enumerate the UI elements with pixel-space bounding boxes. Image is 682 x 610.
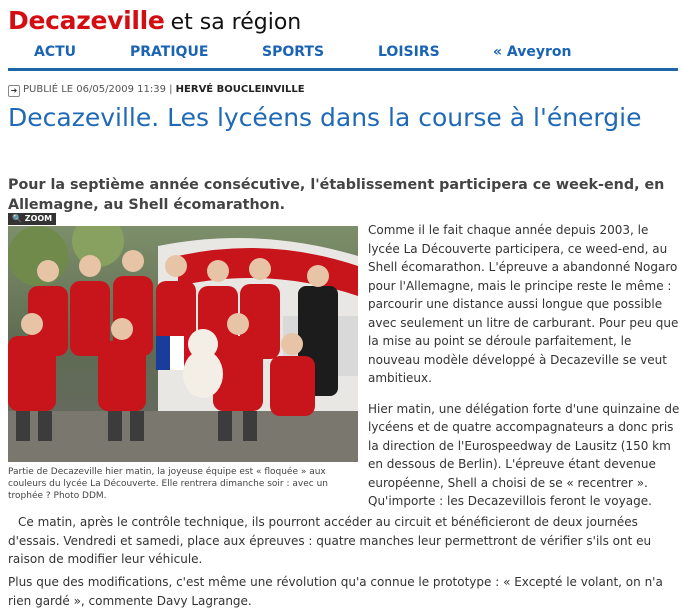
article-photo[interactable] — [8, 226, 358, 462]
arrow-icon: ➜ — [8, 85, 20, 97]
article-paragraph: Ce matin, après le contrôle technique, ils pourront accéder au circuit et bénéficieront de deux journées d'essais. Vendredi et samedi, place aux épreuves : quatre manches leur permettront de vérifier s'ils ont eu raison de modifier leur véhicule. — [8, 515, 652, 566]
nav-sports[interactable]: SPORTS — [262, 44, 325, 60]
article-meta — [8, 84, 305, 97]
site-subtitle: et sa région — [170, 10, 302, 35]
nav-pratique[interactable]: PRATIQUE — [130, 44, 209, 60]
article-body-column — [368, 221, 680, 523]
main-nav — [8, 40, 678, 71]
site-header — [8, 6, 301, 35]
article-lead: Pour la septième année consécutive, l'établissement participera ce week-end, en Allemagne, au Shell écomarathon. — [8, 177, 665, 213]
article-paragraph: Plus que des modifications, c'est même une révolution qu'a connue le prototype : « Excepté le volant, on n'a rien gardé », commente Davy Lagrange. — [8, 575, 663, 608]
photo-caption: Partie de Decazeville hier matin, la joyeuse équipe est « floquée » aux couleurs du lycée La Découverte. Elle rentrera dimanche soir : avec un trophée ? Photo DDM. — [8, 467, 328, 501]
site-name[interactable]: Decazeville — [8, 6, 165, 35]
meta-separator: | — [165, 84, 176, 95]
author-name: HERVÉ BOUCLEINVILLE — [175, 84, 305, 95]
group-photo-image — [8, 226, 358, 462]
article-paragraph: Comme il le fait chaque année depuis 2003, le lycée La Découverte participera, ce weed-end, au Shell écomarathon. L'épreuve a abandonné Nogaro pour l'Allemagne, mais le principe reste le même : parcourir une distance aussi longue que possible avec seulement un litre de carburant. Pour peu que la mise au point se déroule parfaitement, le nouveau modèle développé à Decazeville se veut ambitieux. — [368, 223, 679, 385]
nav-aveyron[interactable]: « Aveyron — [493, 44, 572, 60]
published-date: PUBLIÉ LE 06/05/2009 11:39 — [23, 84, 166, 95]
nav-loisirs[interactable]: LOISIRS — [378, 44, 440, 60]
magnifier-icon: 🔍 — [12, 214, 22, 223]
article-paragraph: Hier matin, une délégation forte d'une quinzaine de lycéens et de quatre accompagnateurs a donc pris la direction de l'Eurospeedway de Lausitz (150 km en dessous de Berlin). L'épreuve étant devenue européenne, Shell a choisi de se « recentrer ». Qu'importe : les Decazevillois feront le voyage. — [368, 401, 680, 508]
zoom-button[interactable] — [8, 213, 56, 225]
article-title: Decazeville. Les lycéens dans la course à l'énergie — [8, 103, 642, 132]
nav-actu[interactable]: ACTU — [34, 44, 77, 60]
zoom-label: ZOOM — [24, 214, 53, 223]
